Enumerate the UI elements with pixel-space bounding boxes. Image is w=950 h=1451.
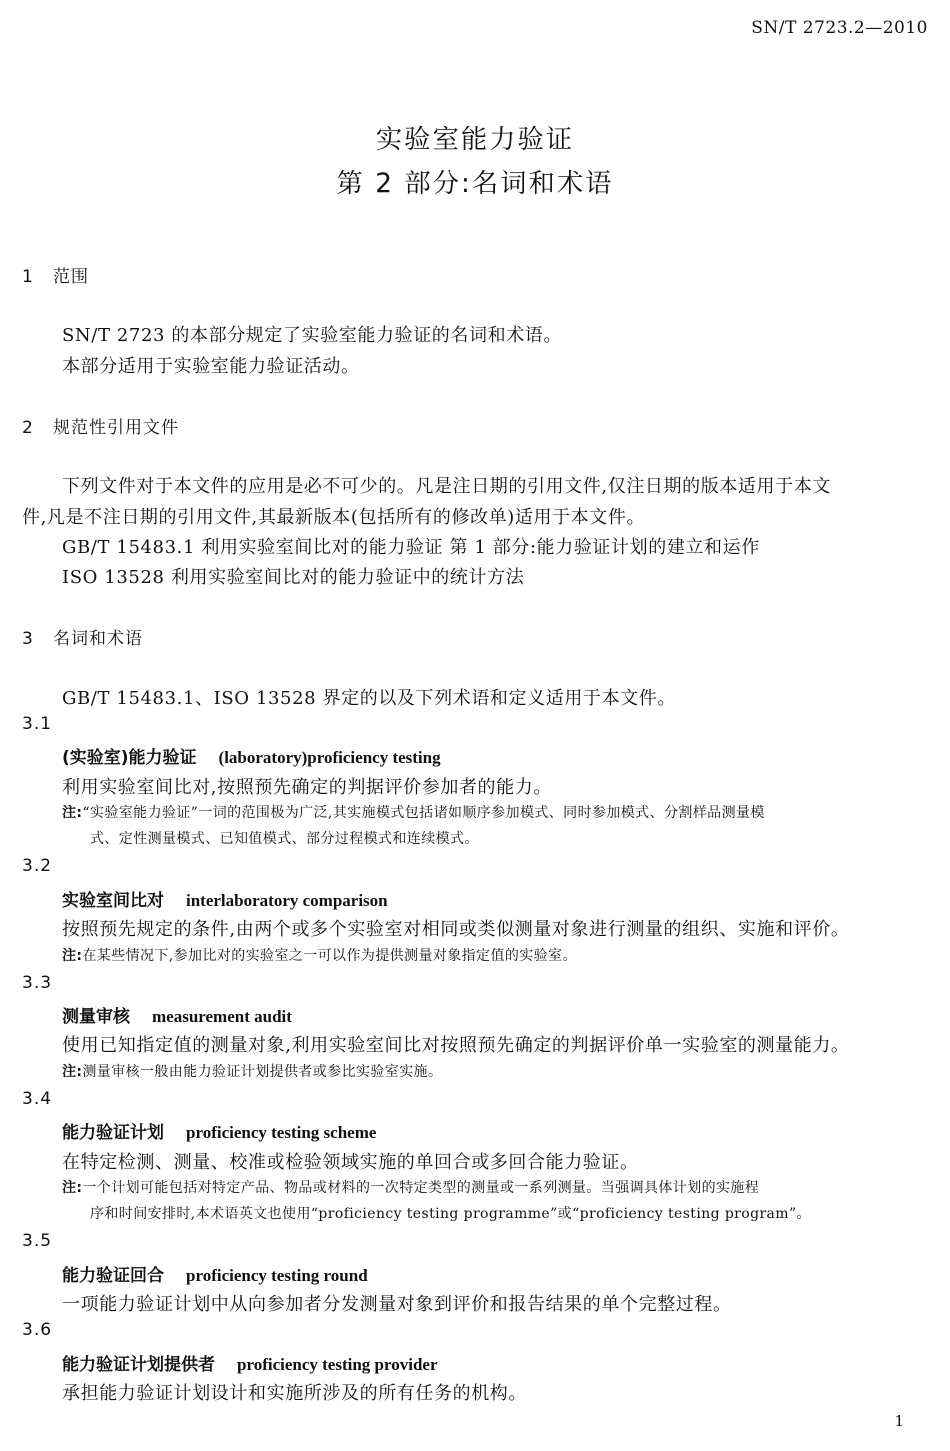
term-number: 3.5: [22, 1231, 53, 1251]
section-2-heading: [22, 413, 179, 438]
term-number: 3.4: [22, 1089, 53, 1109]
term-definition: 按照预先规定的条件,由两个或多个实验室对相同或类似测量对象进行测量的组织、实施和评价。: [62, 919, 850, 940]
term-zh: 能力验证回合: [62, 1266, 164, 1286]
term-number: 3.3: [22, 973, 53, 993]
term-definition: 承担能力验证计划设计和实施所涉及的所有任务的机构。: [62, 1383, 527, 1404]
term-note: [62, 1177, 759, 1197]
term-zh: 能力验证计划: [62, 1123, 164, 1143]
document-subtitle: 第 2 部分:名词和术语: [336, 169, 614, 199]
term-zh: 能力验证计划提供者: [62, 1355, 215, 1375]
page-number: 1: [894, 1412, 904, 1430]
document-title: 实验室能力验证: [375, 125, 575, 155]
term-note: [62, 802, 765, 822]
section-1-paragraph: 本部分适用于实验室能力验证活动。: [62, 356, 360, 377]
term-note: [62, 1061, 442, 1081]
term-number: 3.1: [22, 714, 53, 734]
normative-reference: ISO 13528 利用实验室间比对的能力验证中的统计方法: [62, 567, 525, 588]
term-en: measurement audit: [152, 1007, 292, 1026]
term-number: 3.2: [22, 856, 53, 876]
term-zh: 实验室间比对: [62, 891, 164, 911]
term-note: [62, 945, 577, 965]
term-note-continued: 序和时间安排时,本术语英文也使用“proficiency testing programme”或“proficiency testing program”。: [90, 1206, 811, 1222]
standard-code: SN/T 2723.2—2010: [751, 18, 928, 38]
note-label: 注:: [62, 1180, 83, 1196]
term-definition: 一项能力验证计划中从向参加者分发测量对象到评价和报告结果的单个完整过程。: [62, 1294, 732, 1315]
term-heading: [62, 1118, 376, 1143]
section-number: 3: [22, 629, 34, 649]
term-heading: [62, 1002, 292, 1027]
term-number: 3.6: [22, 1320, 53, 1340]
section-number: 2: [22, 418, 34, 438]
term-zh: (实验室)能力验证: [62, 748, 197, 768]
term-heading: [62, 1350, 438, 1375]
section-2-intro-continued: 件,凡是不注日期的引用文件,其最新版本(包括所有的修改单)适用于本文件。: [22, 507, 646, 528]
section-2-intro: 下列文件对于本文件的应用是必不可少的。凡是注日期的引用文件,仅注日期的版本适用于本文: [62, 476, 831, 497]
term-definition: 利用实验室间比对,按照预先确定的判据评价参加者的能力。: [62, 777, 552, 798]
term-definition: 使用已知指定值的测量对象,利用实验室间比对按照预先确定的判据评价单一实验室的测量能力。: [62, 1035, 850, 1056]
section-title: 名词和术语: [53, 629, 143, 649]
term-en: proficiency testing round: [186, 1266, 368, 1285]
section-number: 1: [22, 267, 34, 287]
term-definition: 在特定检测、测量、校准或检验领域实施的单回合或多回合能力验证。: [62, 1152, 639, 1173]
note-label: 注:: [62, 805, 83, 821]
note-text: “实验室能力验证”一词的范围极为广泛,其实施模式包括诸如顺序参加模式、同时参加模式、分割样品测量模: [82, 805, 765, 821]
section-title: 规范性引用文件: [53, 418, 179, 438]
note-label: 注:: [62, 948, 83, 964]
note-text: 在某些情况下,参加比对的实验室之一可以作为提供测量对象指定值的实验室。: [82, 948, 577, 964]
normative-reference: GB/T 15483.1 利用实验室间比对的能力验证 第 1 部分:能力验证计划的建立和运作: [62, 537, 760, 558]
section-3-heading: [22, 624, 143, 649]
section-3-intro: GB/T 15483.1、ISO 13528 界定的以及下列术语和定义适用于本文件。: [62, 688, 676, 709]
term-zh: 测量审核: [62, 1007, 130, 1027]
term-en: (laboratory)proficiency testing: [218, 748, 441, 767]
note-text: 测量审核一般由能力验证计划提供者或参比实验室实施。: [82, 1064, 443, 1080]
term-note-continued: 式、定性测量模式、已知值模式、部分过程模式和连续模式。: [90, 831, 479, 847]
section-1-paragraph: SN/T 2723 的本部分规定了实验室能力验证的名词和术语。: [62, 325, 563, 346]
note-text: 一个计划可能包括对特定产品、物品或材料的一次特定类型的测量或一系列测量。当强调具体计划的实施程: [82, 1180, 760, 1196]
term-heading: [62, 1261, 368, 1286]
term-heading: [62, 743, 441, 768]
note-label: 注:: [62, 1064, 83, 1080]
section-1-heading: [22, 262, 89, 287]
term-en: interlaboratory comparison: [186, 891, 388, 910]
section-title: 范围: [53, 267, 89, 287]
term-en: proficiency testing scheme: [186, 1123, 377, 1142]
term-heading: [62, 886, 388, 911]
term-en: proficiency testing provider: [237, 1355, 438, 1374]
